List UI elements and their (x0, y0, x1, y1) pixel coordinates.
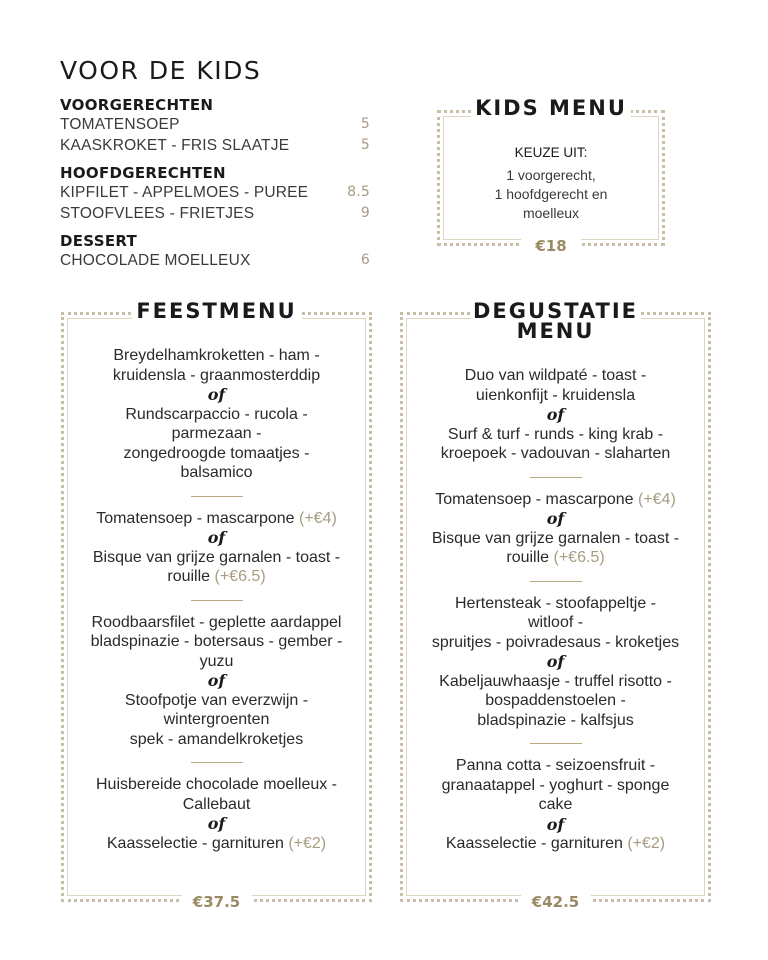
dish-text: zongedroogde tomaatjes - (123, 444, 310, 462)
degustatie-title (471, 301, 641, 341)
kids-menu-price: €18 (521, 237, 581, 255)
dish-line (64, 710, 369, 730)
dish-text: bladspinazie - botersaus - gember - (90, 633, 343, 650)
course-divider (530, 477, 582, 478)
kids-section (60, 96, 370, 156)
dish-line (64, 424, 369, 444)
dish-line (403, 386, 708, 406)
kids-item (60, 182, 370, 203)
dish-line (64, 463, 369, 483)
menu-course (403, 366, 708, 464)
dish-text: wintergroenten (163, 711, 270, 728)
dish-text: spruitjes - poivradesaus - kroketjes (431, 633, 680, 651)
feestmenu-title: FEESTMENU (132, 299, 302, 323)
menu-course (64, 509, 369, 587)
of-separator: of (207, 528, 226, 547)
dish-text: granaatappel - yoghurt - sponge (441, 776, 670, 794)
kids-menu-box (437, 96, 665, 255)
dish-line (403, 633, 708, 653)
dish-text: spek - amandelkroketjes (129, 730, 304, 748)
kids-item-name: KIPFILET - APPELMOES - PUREE (60, 184, 309, 201)
of-separator: of (207, 814, 226, 833)
supplement-price: (+€4) (298, 509, 337, 527)
course-divider (530, 581, 582, 582)
menu-course (403, 594, 708, 731)
feestmenu-courses (64, 346, 369, 853)
dish-line (64, 509, 369, 529)
dish-line (403, 366, 708, 386)
dish-line (403, 529, 708, 549)
dish-line (403, 594, 708, 614)
kids-item-name: STOOFVLEES - FRIETJES (60, 205, 255, 222)
kids-item-price: 8.5 (347, 184, 370, 200)
kids-item (60, 250, 370, 271)
dish-text: Callebaut (182, 795, 251, 813)
dish-line (64, 691, 369, 711)
dish-line (64, 613, 369, 633)
of-separator: of (207, 671, 226, 690)
dish-text: Kabeljauwhaasje - truffel risotto - (439, 672, 672, 690)
kids-menu-body (440, 143, 662, 223)
kids-menu-line: moelleux (522, 205, 580, 221)
kids-list (60, 96, 370, 271)
dish-line (403, 613, 708, 633)
dish-line (403, 444, 708, 464)
kids-menu-subtitle: KEUZE UIT: (514, 145, 588, 160)
kids-item-name: CHOCOLADE MOELLEUX (60, 252, 251, 269)
of-separator: of (207, 385, 226, 404)
course-divider (191, 762, 243, 763)
course-divider (191, 600, 243, 601)
dish-line (64, 834, 369, 854)
dish-line (403, 691, 708, 711)
dish-text: cake (538, 796, 573, 813)
kids-section (60, 232, 370, 271)
dish-text: rouille (167, 568, 211, 585)
kids-title: VOOR DE KIDS (60, 56, 262, 85)
degustatie-box (400, 299, 711, 911)
menu-course (64, 775, 369, 853)
dish-line (403, 490, 708, 510)
kids-item-name: KAASKROKET - FRIS SLAATJE (60, 137, 290, 154)
dish-line (403, 795, 708, 815)
supplement-price: (+€6.5) (553, 549, 605, 566)
dish-text: witloof - (527, 614, 584, 631)
supplement-price: (+€6.5) (214, 568, 266, 585)
dish-line (64, 567, 369, 587)
of-separator: of (546, 405, 565, 424)
dish-line (64, 632, 369, 652)
kids-item (60, 203, 370, 224)
menu-course (403, 756, 708, 854)
dish-line (64, 795, 369, 815)
dish-text: Bisque van grijze garnalen - toast - (92, 548, 341, 566)
kids-item-price: 9 (360, 205, 370, 221)
dish-text: Breydelhamkroketten - ham - (113, 347, 320, 364)
dish-line (403, 834, 708, 854)
dish-text: rouille (506, 549, 550, 566)
supplement-price: (+€2) (288, 834, 327, 852)
menu-course (64, 346, 369, 483)
kids-category: DESSERT (60, 232, 138, 250)
dish-text: parmezaan - (171, 425, 262, 442)
dish-text: Roodbaarsfilet - geplette aardappel (91, 613, 342, 631)
dish-line (64, 652, 369, 672)
kids-category: VOORGERECHTEN (60, 96, 214, 114)
kids-item (60, 114, 370, 135)
dish-line (64, 444, 369, 464)
dish-text: Bisque van grijze garnalen - toast - (431, 529, 680, 547)
dish-text: uienkonfijt - kruidensla (475, 386, 636, 404)
supplement-price: (+€4) (637, 490, 676, 508)
kids-item-price: 5 (360, 137, 370, 153)
kids-item (60, 135, 370, 156)
dish-text: kruidensla - graanmosterddip (112, 366, 321, 384)
dish-text: Tomatensoep - mascarpone (435, 490, 634, 508)
dish-text: Hertensteak - stoofappeltje - (455, 594, 656, 612)
dish-line (403, 548, 708, 568)
kids-section (60, 164, 370, 224)
kids-category: HOOFDGERECHTEN (60, 164, 226, 182)
dish-line (403, 672, 708, 692)
dish-line (64, 405, 369, 425)
degustatie-courses (403, 366, 708, 854)
dish-text: Huisbereide chocolade moelleux - (95, 776, 338, 793)
dish-line (403, 756, 708, 776)
dish-text: yuzu (199, 652, 234, 670)
menu-course (64, 613, 369, 750)
feestmenu-price: €37.5 (182, 893, 252, 911)
course-divider (530, 743, 582, 744)
menu-course (403, 490, 708, 568)
dish-line (403, 425, 708, 445)
dish-text: Surf & turf - runds - king krab - (447, 425, 664, 443)
course-divider (191, 496, 243, 497)
dish-line (64, 548, 369, 568)
dish-line (403, 776, 708, 796)
kids-menu-line: 1 voorgerecht, (506, 167, 596, 183)
dish-text: Kaasselectie - garnituren (106, 834, 284, 852)
kids-item-name: TOMATENSOEP (60, 116, 180, 133)
degustatie-title-line2: MENU (516, 319, 595, 343)
dish-text: kroepoek - vadouvan - slaharten (440, 445, 671, 462)
of-separator: of (546, 509, 565, 528)
dish-text: Rundscarpaccio - rucola - (125, 405, 308, 423)
kids-menu-line: 1 hoofdgerecht en (494, 186, 608, 202)
kids-menu-title: KIDS MENU (471, 96, 631, 120)
dish-text: bospaddenstoelen - (485, 692, 626, 709)
kids-item-price: 5 (360, 116, 370, 132)
dish-line (64, 775, 369, 795)
of-separator: of (546, 652, 565, 671)
degustatie-title-line1: DEGUSTATIE (473, 299, 638, 323)
kids-item-price: 6 (360, 252, 370, 268)
supplement-price: (+€2) (627, 835, 666, 852)
dish-text: Stoofpotje van everzwijn - (124, 691, 309, 709)
feestmenu-box (61, 299, 372, 911)
of-separator: of (546, 814, 565, 834)
dish-text: balsamico (180, 464, 253, 481)
dish-line (64, 366, 369, 386)
degustatie-price: €42.5 (521, 893, 591, 911)
dish-line (64, 346, 369, 366)
dish-line (64, 730, 369, 750)
dish-text: Kaasselectie - garnituren (445, 835, 623, 852)
dish-text: bladspinazie - kalfsjus (477, 711, 634, 729)
dish-text: Tomatensoep - mascarpone (96, 509, 295, 527)
dish-line (403, 711, 708, 731)
dish-text: Duo van wildpaté - toast - (464, 367, 647, 384)
dish-text: Panna cotta - seizoensfruit - (455, 757, 656, 774)
